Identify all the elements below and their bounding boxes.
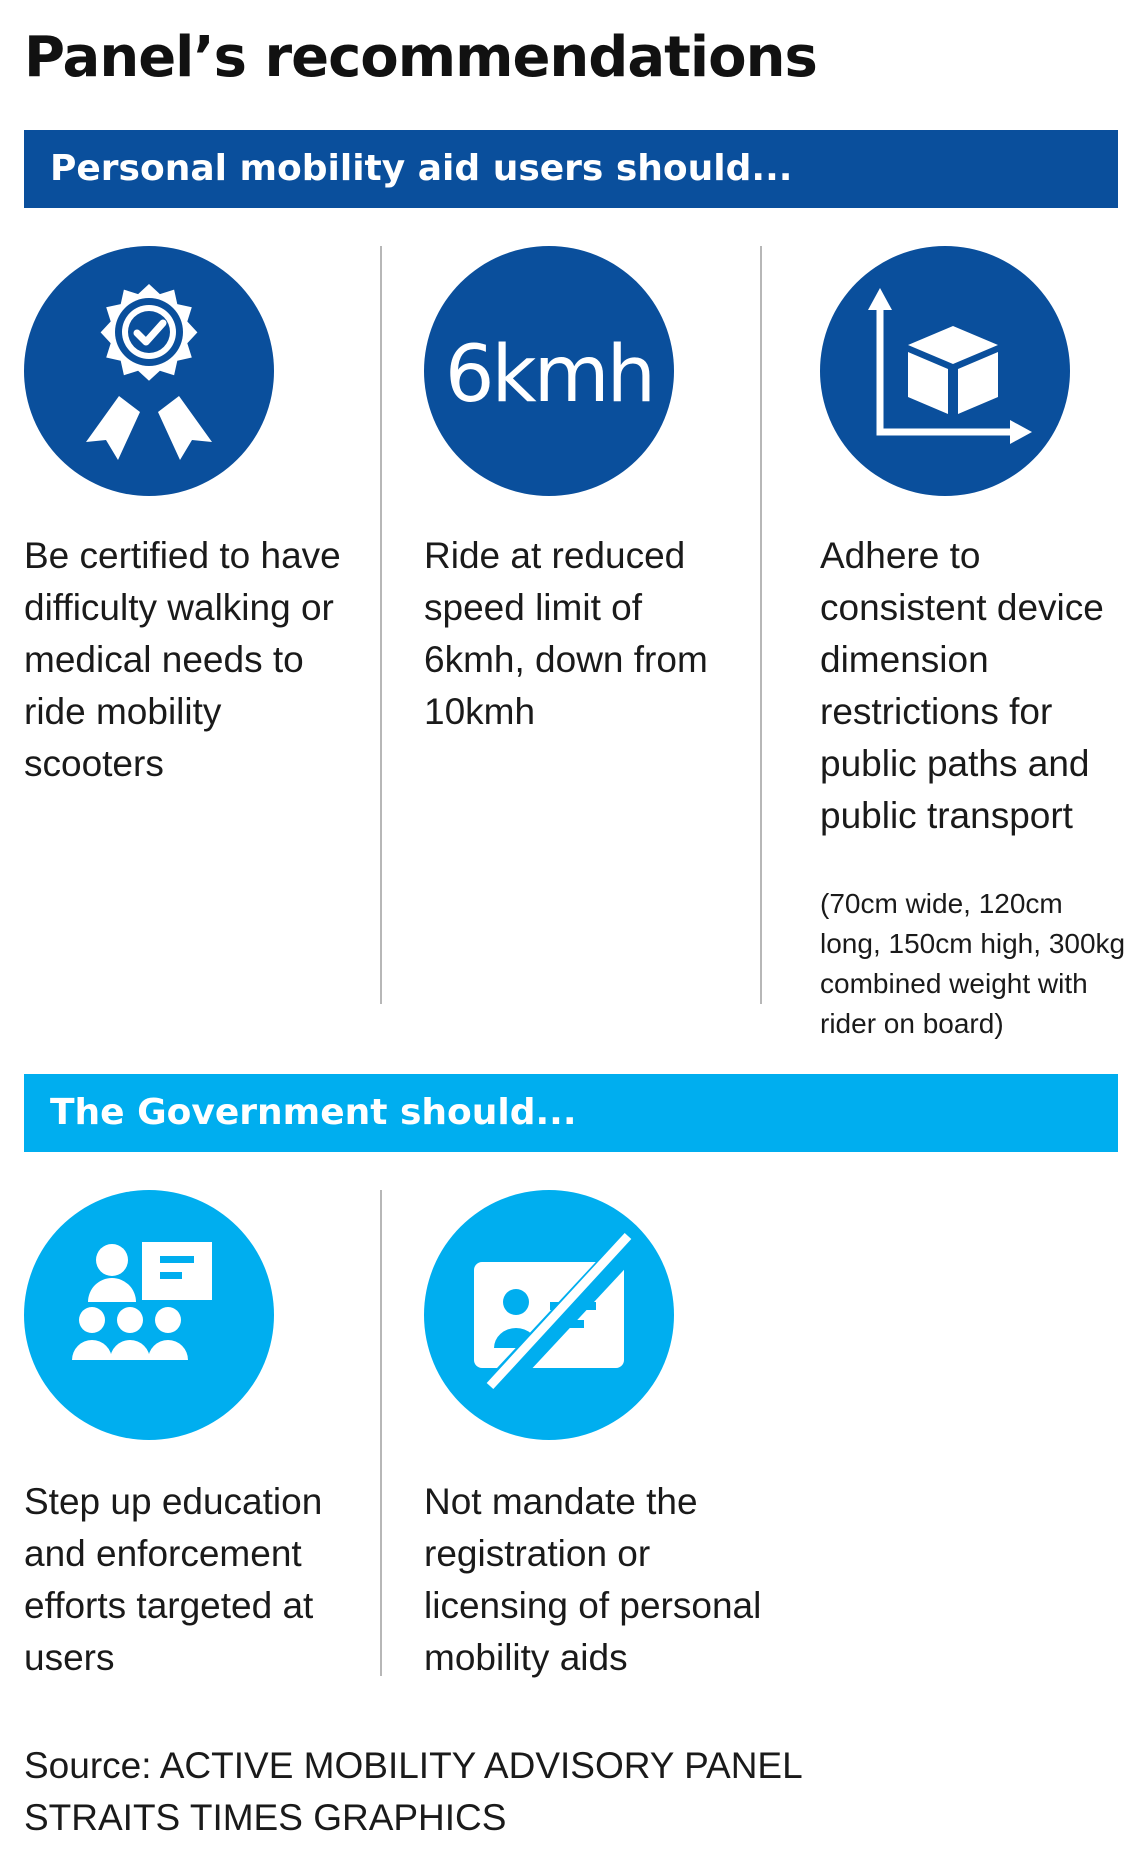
no-license-card-icon xyxy=(424,1190,674,1440)
recommendation-text: Step up education and enforcement efforts targeted at users xyxy=(24,1481,323,1678)
source-line: Source: ACTIVE MOBILITY ADVISORY PANEL xyxy=(24,1745,803,1786)
education-audience-icon xyxy=(24,1190,274,1440)
recommendation-text: Adhere to consistent device dimension restrictions for public paths and public transport xyxy=(820,535,1104,836)
recommendation-text: Be certified to have difficulty walking or medical needs to ride mobility scooters xyxy=(24,535,341,784)
box-dimensions-icon xyxy=(820,246,1070,496)
source-credit xyxy=(24,1740,803,1844)
certified-badge-icon xyxy=(24,246,274,496)
column-divider xyxy=(760,246,762,1004)
recommendation-text: Ride at reduced speed limit of 6kmh, down from 10kmh xyxy=(424,535,708,732)
section-heading: The Government should... xyxy=(50,1092,577,1133)
certified-badge-graphic xyxy=(24,246,274,496)
column-divider xyxy=(380,1190,382,1676)
recommendation-note: (70cm wide, 120cm long, 150cm high, 300kg combined weight with rider on board) xyxy=(820,888,1126,1039)
section-heading: Personal mobility aid users should... xyxy=(50,148,793,189)
box-dimensions-graphic xyxy=(820,246,1070,496)
section-banner-government xyxy=(24,1074,1118,1152)
speed-badge xyxy=(424,246,674,496)
recommendation-text: Not mandate the registration or licensing of personal mobility aids xyxy=(424,1481,762,1678)
credit-line: STRAITS TIMES GRAPHICS xyxy=(24,1797,507,1838)
education-audience-graphic xyxy=(24,1190,274,1440)
page-title: Panel’s recommendations xyxy=(24,25,817,90)
no-license-card-graphic xyxy=(424,1190,674,1440)
column-divider xyxy=(380,246,382,1004)
section-banner-users xyxy=(24,130,1118,208)
speed-badge-label: 6kmh xyxy=(444,330,654,420)
